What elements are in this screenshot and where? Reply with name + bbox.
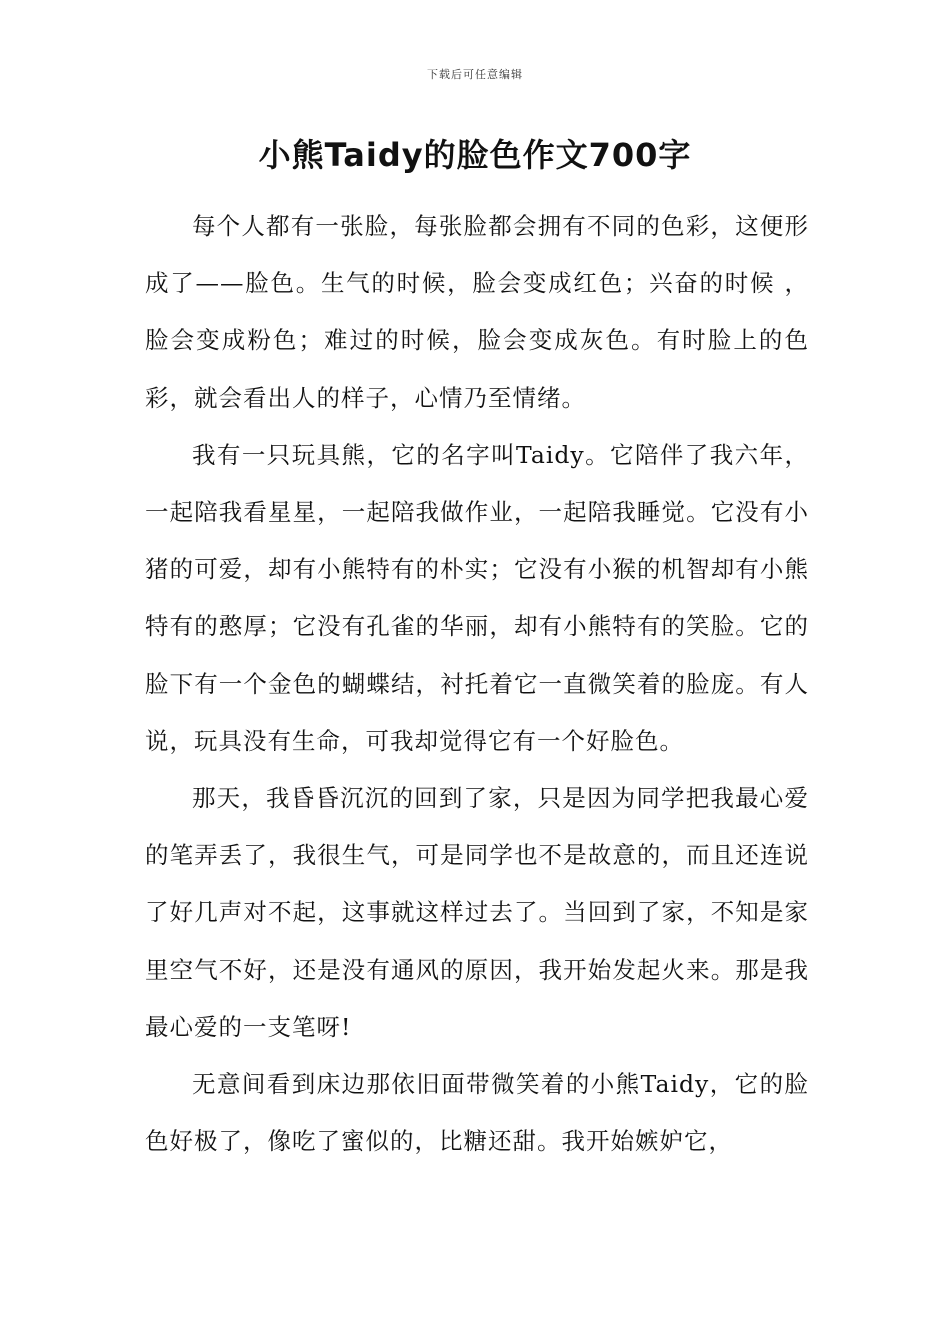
header-note: 下载后可任意编辑 <box>427 68 523 81</box>
document-body <box>145 198 809 1170</box>
paragraph-2: 我有一只玩具熊，它的名字叫Taidy。它陪伴了我六年，一起陪我看星星，一起陪我做作业，一起陪我睡觉。它没有小猪的可爱，却有小熊特有的朴实；它没有小猴的机智却有小熊特有的憨厚；它没有孔雀的华丽，却有小熊特有的笑脸。它的脸下有一个金色的蝴蝶结，衬托着它一直微笑着的脸庞。有人说，玩具没有生命，可我却觉得它有一个好脸色。 <box>145 440 809 755</box>
paragraph-1: 每个人都有一张脸，每张脸都会拥有不同的色彩，这便形成了——脸色。生气的时候，脸会变成红色；兴奋的时候 ，脸会变成粉色；难过的时候，脸会变成灰色。有时脸上的色彩，就会看出人的样子，心情乃至情绪。 <box>145 212 809 412</box>
paragraph-4: 无意间看到床边那依旧面带微笑着的小熊Taidy，它的脸色好极了，像吃了蜜似的，比糖还甜。我开始嫉妒它， <box>145 1070 809 1156</box>
paragraph-3: 那天，我昏昏沉沉的回到了家，只是因为同学把我最心爱的笔弄丢了，我很生气，可是同学也不是故意的，而且还连说了好几声对不起，这事就这样过去了。当回到了家，不知是家里空气不好，还是没有通风的原因，我开始发起火来。那是我最心爱的一支笔呀! <box>145 784 809 1041</box>
document-title: 小熊Taidy的脸色作文700字 <box>258 136 692 174</box>
